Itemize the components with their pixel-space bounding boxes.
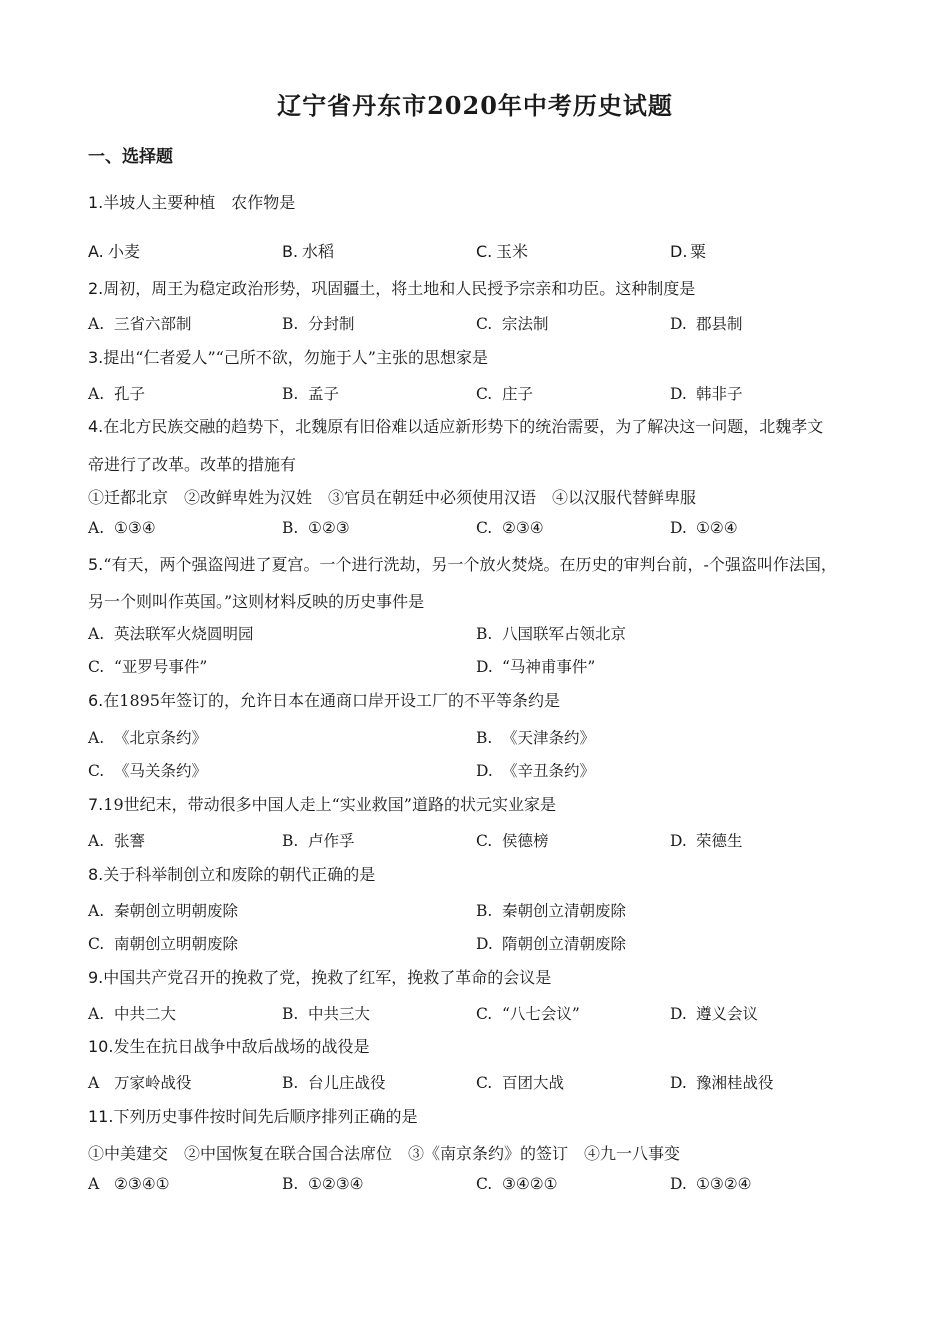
option-a[interactable]: A. 《北京条约》 [88,729,208,747]
option-b[interactable]: B. 台儿庄战役 [282,1074,386,1092]
option-c[interactable]: C. 玉米 [476,242,529,261]
question-10 [88,1034,369,1057]
option-c[interactable]: C. ②③④ [476,519,544,537]
option-d[interactable]: D. ①③②④ [670,1175,752,1193]
option-a[interactable]: A. 秦朝创立明朝废除 [88,902,239,920]
question-text: 在北方民族交融的趋势下，北魏原有旧俗难以适应新形势下的统治需要，为了解决这一问题，北魏孝文 [103,417,824,436]
question-number: 9. [88,968,104,987]
option-a[interactable]: A. 小麦 [88,242,141,261]
option-c[interactable]: C. “亚罗号事件” [88,658,208,676]
option-c[interactable]: C. “八七会议” [476,1005,580,1023]
option-b[interactable]: B. 分封制 [282,315,355,333]
question-4 [88,414,823,437]
question-11 [88,1104,417,1127]
option-b[interactable]: B. 孟子 [282,385,340,403]
option-a[interactable]: A. 中共二大 [88,1005,177,1023]
question-number: 1. [88,193,104,212]
question-items: ①迁都北京 ②改鲜卑姓为汉姓 ③官员在朝廷中必须使用汉语 ④以汉服代替鲜卑服 [88,488,697,507]
question-text-continued: 另一个则叫作英国。”这则材料反映的历史事件是 [88,592,425,611]
question-text: 中国共产党召开的挽救了党，挽救了红军，挽救了革命的会议是 [103,968,552,987]
question-text: 关于科举制创立和废除的朝代正确的是 [103,865,376,884]
option-d[interactable]: D. 遵义会议 [670,1005,759,1023]
option-b[interactable]: B. 秦朝创立清朝废除 [476,902,627,920]
question-6 [88,688,560,711]
question-items: ①中美建交 ②中国恢复在联合国合法席位 ③《南京条约》的签订 ④九一八事变 [88,1144,681,1163]
option-d[interactable]: D. “马神甫事件” [476,658,596,676]
option-c[interactable]: C. 宗法制 [476,315,549,333]
option-b[interactable]: B. 《天津条约》 [476,729,596,747]
section-heading: 一、选择题 [88,147,173,167]
option-a[interactable]: A. 英法联军火烧圆明园 [88,625,254,643]
question-text: “有天，两个强盗闯进了夏宫。一个进行洗劫，另一个放火焚烧。在历史的审判台前，-个强盗叫作法国， [103,555,837,574]
option-a[interactable]: A. 张謇 [88,832,146,850]
question-5 [88,552,837,575]
question-number: 4. [88,417,104,436]
option-c[interactable]: C. ③④②① [476,1175,558,1193]
option-a[interactable]: A. 三省六部制 [88,315,192,333]
option-a[interactable]: A ②③④① [88,1175,170,1193]
question-number: 3. [88,348,104,367]
option-b[interactable]: B. 中共三大 [282,1005,371,1023]
option-a[interactable]: A 万家岭战役 [88,1074,192,1092]
option-d[interactable]: D. 荣德生 [670,832,743,850]
question-number: 6. [88,691,104,710]
option-d[interactable]: D. ①②④ [670,519,738,537]
question-3 [88,345,488,368]
question-number: 10. [88,1037,114,1056]
question-9 [88,965,551,988]
question-text: 19世纪末，带动很多中国人走上“实业救国”道路的状元实业家是 [103,795,556,814]
option-c[interactable]: C. 南朝创立明朝废除 [88,935,239,953]
question-number: 8. [88,865,104,884]
option-d[interactable]: D. 粟 [670,242,707,261]
question-2 [88,276,695,299]
option-a[interactable]: A. ①③④ [88,519,156,537]
option-d[interactable]: D. 隋朝创立清朝废除 [476,935,627,953]
question-text: 在1895年签订的，允许日本在通商口岸开设工厂的不平等条约是 [103,691,560,710]
question-text: 周初，周王为稳定政治形势，巩固疆土，将土地和人民授予宗亲和功臣。这种制度是 [103,279,696,298]
option-b[interactable]: B. ①②③ [282,519,350,537]
question-text-continued: 帝进行了改革。改革的措施有 [88,455,297,474]
option-d[interactable]: D. 韩非子 [670,385,743,403]
option-d[interactable]: D. 郡县制 [670,315,743,333]
question-number: 11. [88,1107,114,1126]
question-number: 2. [88,279,104,298]
option-b[interactable]: B. 卢作孚 [282,832,355,850]
question-text: 下列历史事件按时间先后顺序排列正确的是 [113,1107,418,1126]
question-8 [88,862,375,885]
option-c[interactable]: C. 百团大战 [476,1074,565,1092]
page-title: 辽宁省丹东市2020年中考历史试题 [277,91,673,120]
option-b[interactable]: B. 水稻 [282,242,335,261]
question-text: 半坡人主要种植 农作物是 [103,193,296,212]
option-d[interactable]: D. 豫湘桂战役 [670,1074,774,1092]
option-c[interactable]: C. 庄子 [476,385,534,403]
option-d[interactable]: D. 《辛丑条约》 [476,762,596,780]
question-1 [88,190,295,213]
question-text: 提出“仁者爱人”“己所不欲，勿施于人”主张的思想家是 [103,348,488,367]
question-number: 5. [88,555,104,574]
option-c[interactable]: C. 《马关条约》 [88,762,208,780]
question-7 [88,792,556,815]
question-number: 7. [88,795,104,814]
option-a[interactable]: A. 孔子 [88,385,146,403]
question-text: 发生在抗日战争中敌后战场的战役是 [113,1037,370,1056]
option-c[interactable]: C. 侯德榜 [476,832,549,850]
option-b[interactable]: B. ①②③④ [282,1175,364,1193]
option-b[interactable]: B. 八国联军占领北京 [476,625,627,643]
